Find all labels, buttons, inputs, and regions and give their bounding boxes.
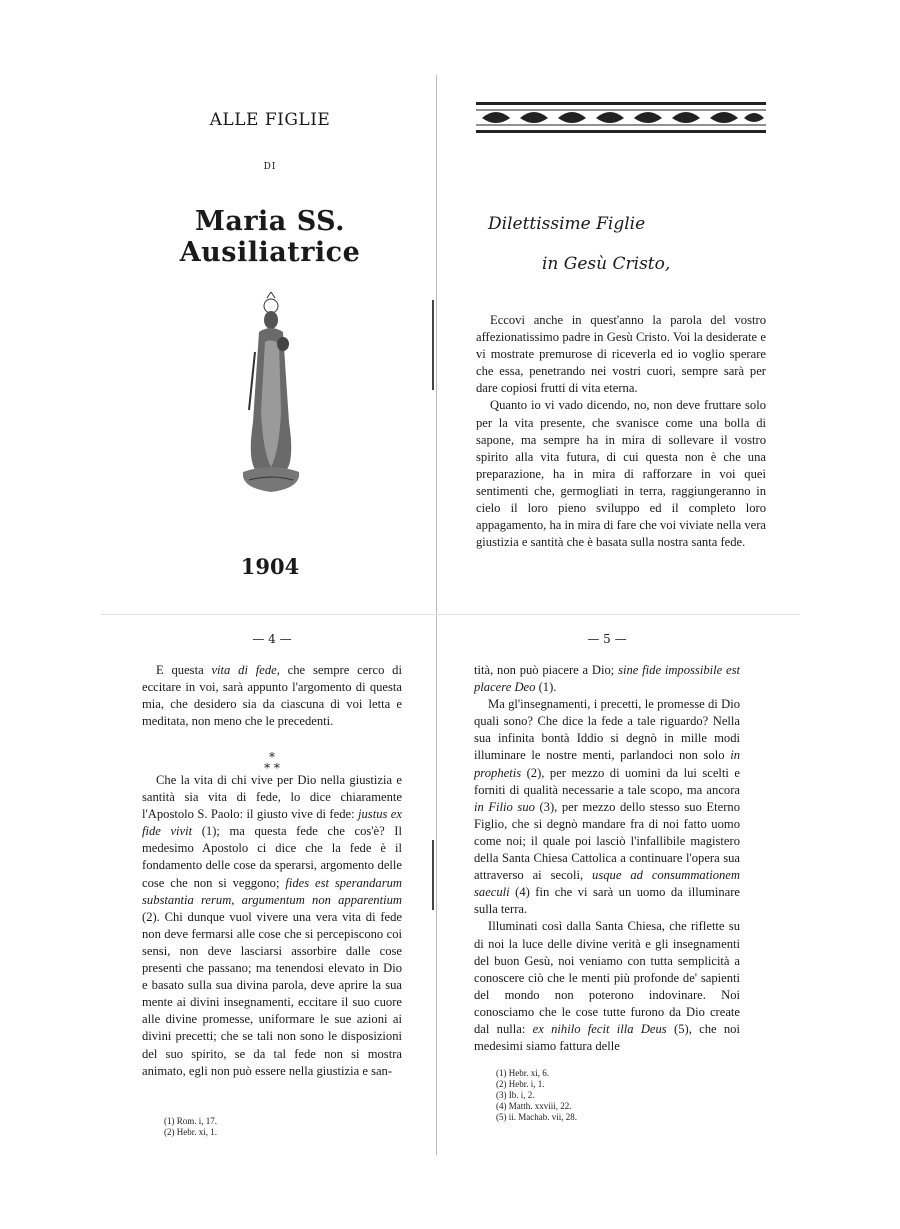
footnote: (4) Matth. xxviii, 22. (496, 1101, 572, 1111)
title-page (120, 100, 420, 620)
paragraph: Ma gl'insegnamenti, i precetti, le promesse di Dio quali sono? Che dice la fede a tale riguardo? Nella sua infinita bontà Iddio si degnò in mille modi illuminare le nostre menti, parlandoci non solo in prophetis (2), per mezzo di uomini da lui scelti e forniti di qualità necessarie a tale scopo, ma ancora in Filio suo (3), per mezzo dello stesso suo Eterno Figlio, che si degnò mandare fra di noi fatto uomo come noi; il quale poi lasciò l'infallibile magistero della Santa Chiesa Cattolica a continuare l'opera sua attraverso ai secoli, usque ad consummationem saeculi (4) fin che vi sarà un uomo da illuminare sulla terra. (474, 697, 740, 917)
paragraph: tità, non può piacere a Dio; sine fide impossibile est placere Deo (1). (474, 663, 740, 695)
title-line-3: Maria SS. Ausiliatrice (179, 206, 361, 268)
title-line-2: DI (263, 162, 277, 172)
spread-separator (100, 614, 800, 615)
footnotes (496, 1068, 726, 1123)
salutation-line-2: in Gesù Cristo, (542, 254, 671, 274)
page-number: — 4 — (252, 632, 292, 646)
letter-body (476, 312, 766, 551)
paragraph: Eccovi anche in quest'anno la parola del vostro affezionatissimo padre in Gesù Cristo. Voi la desiderate e vi mostrate premurose di riceverla ed io voglio sperare che essa, penetrando nei vostri cuori, sempre sarà per dare copiosi frutti di vita eterna. (476, 313, 766, 396)
paragraph: E questa vita di fede, che sempre cerco di eccitare in voi, sarà appunto l'argomento di questa mia, che desidero sia da ciascuna di voi letta e meditata, non meno che le precedenti. (142, 663, 402, 729)
footnote: (1) Rom. i, 17. (164, 1116, 217, 1126)
page-5 (474, 632, 740, 1152)
paragraph: Illuminati così dalla Santa Chiesa, che riflette su di noi la luce delle divine verità e gli insegnamenti del buon Gesù, noi veniamo con tutta semplicità a conoscere ciò che le menti più profonde de' sapienti del mondo non poterono indovinare. Noi conosciamo che le cose tutte furono da Dio create dal nulla: ex nihilo fecit illa Deus (5), che noi medesimi siamo fattura delle (474, 919, 740, 1054)
page-4-body-2 (142, 772, 402, 1080)
decorative-header-band (476, 100, 766, 136)
ornamental-border-icon (476, 100, 766, 136)
fold-mark-bottom (432, 840, 442, 910)
footnote: (2) Hebr. i, 1. (496, 1079, 545, 1089)
paragraph: Quanto io vi vado dicendo, no, non deve fruttare solo per la vita presente, che svanisce come una bolla di sapone, ma sempre ha in mira di sollevare il vostro spirito alla vita futura, di cui questa non è che una preparazione, ha in mira di rafforzare in voi quei sentimenti che, germogliati in terra, raggiungeranno in cielo il loro pieno sviluppo ed il completo loro appagamento, ha in mira di fare che voi viviate nella vera giustizia e santità che è basata sulla nostra santa fede. (476, 398, 766, 550)
page-4 (142, 632, 402, 1152)
footnote: (1) Hebr. xi, 6. (496, 1068, 549, 1078)
center-fold-line (436, 75, 437, 1155)
madonna-statue-image (235, 292, 307, 497)
footnote: (2) Hebr. xi, 1. (164, 1127, 217, 1137)
page-number: — 5 — (587, 632, 627, 646)
page-5-body (474, 662, 740, 1055)
footnote: (5) ii. Machab. vii, 28. (496, 1112, 577, 1122)
paragraph: Che la vita di chi vive per Dio nella giustizia e santità sia vita di fede, lo dice chiaramente l'Apostolo S. Paolo: il giusto vive di fede: justus ex fide vivit (1); ma questa fede che cos'è? Il medesimo Apostolo ci dice che la fede è il fondamento delle cose da sperarsi, argomento delle cose che non si veggono; fides est sperandarum substantia rerum, argumentum non apparentium (2). Chi dunque vuol vivere una vera vita di fede non deve fermarsi alle cose che si percepiscono coi sensi, non deve lasciarsi assorbire dalle cose presenti che passano; ma tenendosi elevato in Dio e basato sulla sua divina parola, deve aprire la sua mente ai divini insegnamenti, eccitare il suo cuore alle divine promesse, uniformare le sue azioni ai divini precetti; che se tali non sono le disposizioni del suo spirito, se da tal fede non si mostra animato, egli non può essere nella giustizia e san- (142, 773, 402, 1078)
year: 1904 (240, 554, 300, 579)
footnote: (3) Ib. i, 2. (496, 1090, 535, 1100)
title-line-1: ALLE FIGLIE (209, 110, 331, 130)
page-4-body (142, 662, 402, 730)
fold-mark-top (432, 300, 442, 390)
footnotes (164, 1116, 394, 1138)
madonna-and-child-statue-icon (235, 292, 307, 497)
asterism: * * * (264, 750, 280, 775)
salutation-line-1: Dilettissime Figlie (488, 214, 646, 234)
letter-page (476, 96, 766, 596)
